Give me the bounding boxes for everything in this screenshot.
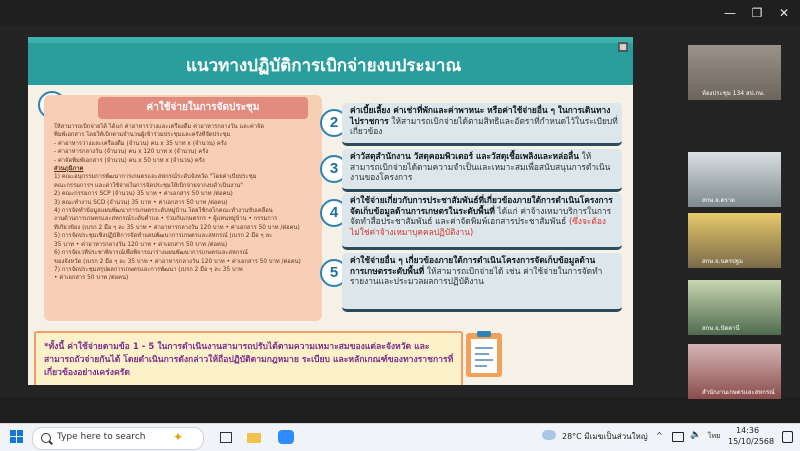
section-4-text (350, 195, 618, 237)
network-icon[interactable] (672, 432, 684, 442)
clipboard-clip (477, 331, 491, 337)
windows-start-icon[interactable] (10, 430, 24, 444)
section-5-text (350, 255, 618, 287)
participant-tile[interactable] (688, 152, 781, 207)
section-1-box (44, 95, 322, 321)
section-4-detail: ได้แก่ ค่าจ้างเหมาบริการในการจัดทำสื่อประชาสัมพันธ์ และค่าจัดพิมพ์เอกสารประชาสัมพันธ์ (350, 205, 612, 227)
restore-button[interactable]: ❐ (751, 6, 763, 20)
task-view-frame (220, 432, 232, 443)
section-2-box (342, 103, 622, 146)
section-1-line: พิมพ์เอกสาร โดยให้เบิกตามจำนวนผู้เข้าร่วมประชุมและครั้งที่จัดประชุม (54, 132, 231, 139)
participant-tile[interactable] (688, 344, 781, 399)
window-titlebar (0, 0, 800, 26)
clock-time[interactable]: 14:36 (736, 426, 760, 435)
participant-label: สำนักงานเกษตรและสหกรณ์ (702, 389, 775, 396)
section-4-number: 4 (320, 199, 348, 227)
section-3-bold: ค่าวัสดุสำนักงาน วัสดุคอมพิวเตอร์ และวัสดุเชื้อเพลิงและหล่อลื่น (350, 151, 580, 161)
clipboard-icon (466, 333, 502, 377)
notification-icon[interactable] (782, 431, 793, 443)
section-1-line: - ค่าอาหารว่างและเครื่องดื่ม (จำนวน) คน x 35 บาท x (จำนวน) ครั้ง (54, 140, 227, 147)
clipboard-line (475, 347, 493, 349)
section-3-detail: ให้สามารถเบิกจ่ายได้ตามความจำเป็นและเหมาะสมเพื่อสนับสนุนการดำเนินงานของโครงการ (350, 151, 611, 183)
section-4-box (342, 193, 622, 250)
section-3-number: 3 (320, 155, 348, 183)
section-1-line: คณะกรรมการฯ และค่าใช้จ่ายในการจัดประชุมให้เบิกจ่ายจากงบดำเนินงาน" (54, 182, 243, 189)
section-1-line: 7) การจัดประชุมสรุปผลการเกษตรและการพัฒนา (เบรก 2 มื้อ ๆ ละ 35 บาท (54, 266, 243, 273)
section-1-line: งานด้านการเกษตรและสหกรณ์ระดับตำบล • ร่วมกับเกษตรกร • ผู้แทนหมู่บ้าน • กรรมการ (54, 216, 278, 223)
section-3-text (350, 151, 618, 183)
header-strip (28, 37, 633, 43)
shared-slide (28, 37, 633, 385)
section-5-bold: ค่าใช้จ่ายอื่น ๆ เกี่ยวข้องภายใต้การดำเนินโครงการจัดเก็บข้อมูลด้านการเกษตรระดับพื้นที่ (350, 255, 596, 276)
section-5-detail: ให้สามารถเบิกจ่ายได้ เช่น ค่าใช้จ่ายในการจัดทำรายงานและประมวลผลการปฏิบัติงาน (350, 265, 603, 287)
meeting-stage (0, 26, 800, 398)
section-1-line: 35 บาท • ค่าอาหารกลางวัน 120 บาท • ค่าเอกสาร 50 บาท /ต่อคน) (54, 241, 228, 248)
clipboard-line (475, 359, 493, 361)
section-1-line: ส่วนภูมิภาค (54, 166, 84, 173)
participant-tile[interactable] (688, 280, 781, 335)
zoom-badge (278, 430, 294, 444)
section-1-line: 5) การจัดประชุมเชิงปฏิบัติการจัดทำแผนพัฒนาการเกษตรและสหกรณ์ (เบรก 2 มื้อ ๆ ละ (54, 233, 273, 240)
section-2-bold: ค่าเบี้ยเลี้ยง ค่าเช่าที่พักและค่าพาหนะ หรือค่าใช้จ่ายอื่น ๆ ในการเดินทางไปราชการ (350, 105, 611, 126)
section-2-text (350, 105, 618, 137)
task-view-icon[interactable] (218, 429, 234, 445)
start-pane (10, 437, 16, 443)
participant-tile[interactable] (688, 45, 781, 100)
start-pane (17, 437, 23, 443)
participant-label: สกษ.จ.นครปฐม (702, 258, 743, 265)
section-3-box (342, 149, 622, 192)
clipboard-paper (471, 339, 497, 373)
search-icon (41, 433, 51, 443)
footer-note (34, 331, 463, 385)
weather-icon (542, 430, 556, 440)
weather-text[interactable]: 28°C มีเมฆเป็นส่วนใหญ่ (562, 432, 648, 441)
search-placeholder: Type here to search (57, 432, 146, 442)
section-1-line: ให้สามารถเบิกจ่ายได้ ได้แก่ ค่าอาหารว่างและเครื่องดื่ม ค่าอาหารกลางวัน และค่าจัด (54, 124, 265, 130)
section-1-line: ที่เกี่ยวข้อง (เบรก 2 มื้อ ๆ ละ 35 บาท • ค่าอาหารกลางวัน 120 บาท • ค่าเอกสาร 50 บาท /ต่อคน) (54, 224, 300, 231)
section-1-body (54, 123, 316, 283)
participant-label: ห้องประชุม 134 สป.กษ. (702, 90, 765, 97)
section-5-number: 5 (320, 259, 348, 287)
section-1-line: 2) คณะกรรมการ SCP (จำนวน) 35 บาท • ค่าเอกสาร 50 บาท /ต่อคน) (54, 191, 233, 198)
section-1-line: - ค่าอาหารกลางวัน (จำนวน) คน x 120 บาท x (จำนวน) ครั้ง (54, 149, 209, 156)
minimize-button[interactable]: — (724, 6, 736, 20)
section-4-note: (ซึ่งจะต้องไม่ใช่ค่าจ้างเหมาบุคคลปฏิบัติงาน) (350, 216, 606, 237)
section-1-heading: ค่าใช้จ่ายในการจัดประชุม (98, 97, 308, 119)
slide-title: แนวทางปฏิบัติการเบิกจ่ายงบประมาณ (186, 56, 462, 76)
tray-chevron-icon[interactable]: ^ (656, 431, 663, 440)
grid-menu-icon[interactable]: ▦ (619, 42, 627, 51)
section-1-line: 4) การจัดทำข้อมูลแผนพัฒนาการเกษตรระดับหมู่บ้าน โดยใช้กลไกคณะทำงานขับเคลื่อน (54, 208, 273, 215)
folder-shape (247, 433, 261, 443)
clock-date[interactable]: 15/10/2568 (728, 437, 775, 446)
section-1-line: 6) การจัดเวทีประชาพิจารณ์เพื่อพิจารณาร่างแผนพัฒนาการเกษตรและสหกรณ์ (54, 250, 248, 257)
language-indicator[interactable]: ไทย (708, 432, 721, 440)
section-1-line: 3) คณะทำงาน SCD (จำนวน) 35 บาท • ค่าเอกสาร 50 บาท /ต่อคน) (54, 199, 228, 206)
volume-icon[interactable]: 🔈 (690, 430, 702, 440)
section-2-detail: ให้สามารถเบิกจ่ายได้ตามสิทธิและอัตราที่กำหนดไว้ในระเบียบที่เกี่ยวข้อง (350, 115, 618, 137)
taskbar (0, 423, 800, 451)
slide-header (28, 37, 633, 85)
section-1-line: 1) คณะอนุกรรมการพัฒนาการเกษตรและสหกรณ์ระดับจังหวัด "โดยค่าเบี้ยประชุม (54, 174, 257, 181)
section-1-line: - ค่าจัดพิมพ์เอกสาร (จำนวน) คน x 50 บาท x (จำนวน) ครั้ง (54, 157, 205, 164)
section-4-bold: ค่าใช้จ่ายเกี่ยวกับการประชาสัมพันธ์ที่เกี่ยวข้องภายใต้การดำเนินโครงการจัดเก็บข้อมูลด้านการเกษตรในระดับพื้นที่ (350, 195, 613, 216)
taskbar-search-box[interactable] (32, 427, 204, 450)
start-pane (10, 430, 16, 436)
section-1-line: ของจังหวัด (เบรก 2 มื้อ ๆ ละ 35 บาท • ค่าอาหารกลางวัน 120 บาท • ค่าเอกสาร 50 บาท /ต่อคน) (54, 258, 301, 265)
section-1-line: • ค่าเอกสาร 50 บาท /ต่อคน) (54, 275, 129, 282)
start-pane (17, 430, 23, 436)
close-button[interactable]: ✕ (778, 6, 790, 20)
section-5-box (342, 253, 622, 312)
zoom-app-icon[interactable] (278, 429, 294, 445)
participant-label: สกษ.จ.ปัตตานี (702, 325, 740, 332)
clipboard-line (475, 353, 489, 355)
section-2-number: 2 (320, 109, 348, 137)
participant-label: สกษ.จ.ตราด (702, 197, 735, 204)
footer-text: *ทั้งนี้ ค่าใช้จ่ายตามข้อ 1 - 5 ในการดำเนินงานสามารถปรับได้ตามความเหมาะสมของแต่ละจังหวัด และสามารถถัวจ่ายกันได้ โดยดำเนินการดังกล่าวให้ถือปฏิบัติตามกฎหมาย ระเบียบ และหลักเกณฑ์ของทางราชการที่เกี่ยวข้องอย่างเคร่งครัด (44, 342, 454, 378)
file-explorer-icon[interactable] (246, 429, 262, 445)
clipboard-line (475, 365, 487, 367)
sparkle-icon: ✦ (173, 430, 184, 444)
participant-tile[interactable] (688, 213, 781, 268)
